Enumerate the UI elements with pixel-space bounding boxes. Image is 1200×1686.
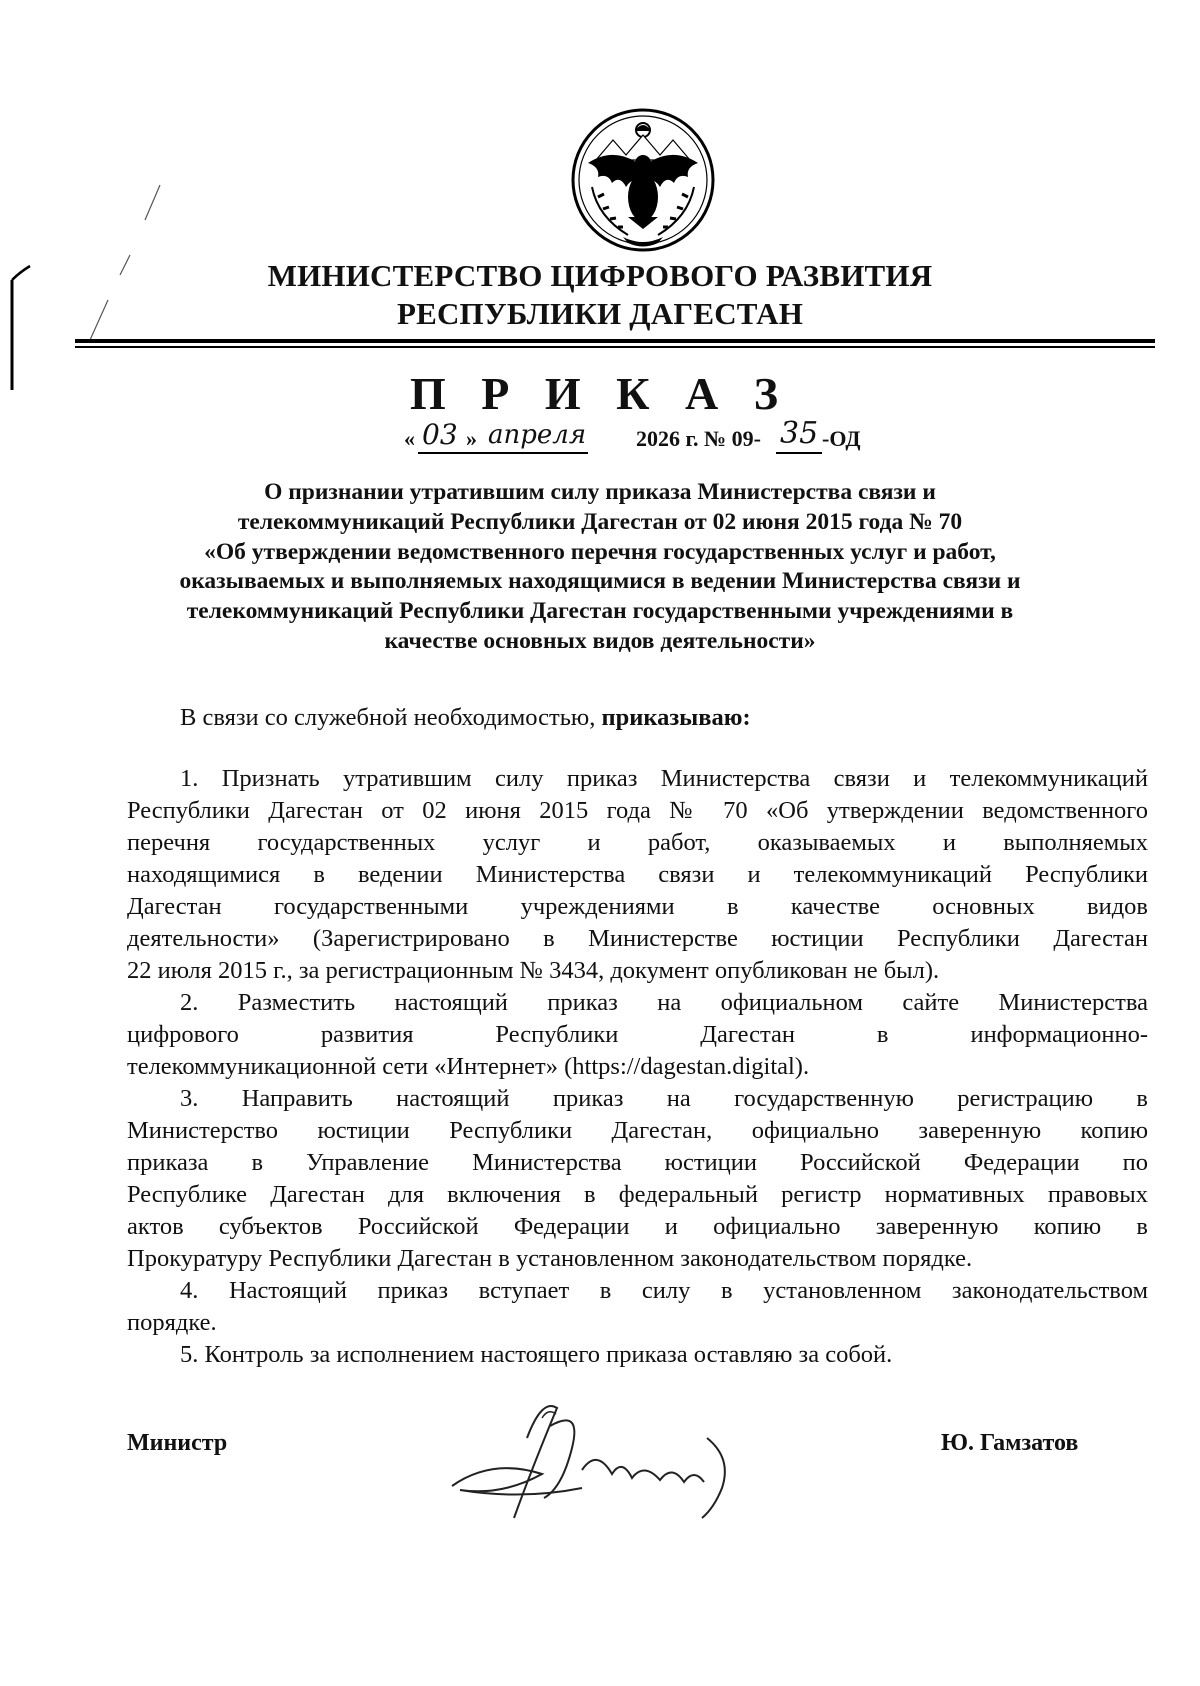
coat-of-arms-emblem xyxy=(568,105,718,255)
signatory-role: Министр xyxy=(127,1430,228,1456)
body-line: 5. Контроль за исполнением настоящего приказа оставляю за собой. xyxy=(180,1341,893,1368)
body-line: 22 июля 2015 г., за регистрационным № 3434, документ опубликован не был). xyxy=(127,957,940,984)
body-line: Республике Дагестан для включения в федеральный регистр нормативных правовых xyxy=(127,1181,1148,1208)
order-number-suffix: -ОД xyxy=(822,426,861,451)
order-date-number-line xyxy=(404,416,904,468)
body-line: 4. Настоящий приказ вступает в силу в установленном законодательством xyxy=(180,1277,1148,1304)
ministry-name-line-1: МИНИСТЕРСТВО ЦИФРОВОГО РАЗВИТИЯ xyxy=(267,258,933,293)
body-line: цифрового развития Республики Дагестан в информационно- xyxy=(127,1021,1148,1048)
subject-line: О признании утратившим силу приказа Министерства связи и xyxy=(264,479,936,505)
order-subject xyxy=(120,478,1080,657)
body-line: находящимися в ведении Министерства связи и телекоммуникаций Республики xyxy=(127,861,1148,888)
header-rule-thin xyxy=(75,346,1155,348)
subject-line: телекоммуникаций Республики Дагестан государственными учреждениями в xyxy=(186,598,1014,625)
order-year: 2026 г. xyxy=(636,426,699,451)
preamble-text: В связи со служебной необходимостью, xyxy=(180,704,602,731)
subject-line: оказываемых и выполняемых находящимися в ведении Министерства связи и xyxy=(179,568,1021,595)
body-line: Прокуратуру Республики Дагестан в установленном законодательством порядке. xyxy=(127,1245,973,1272)
header-rule-thick xyxy=(75,339,1155,343)
subject-line: телекоммуникаций Республики Дагестан от 02 июня 2015 года № 70 xyxy=(237,508,963,535)
preamble xyxy=(180,704,751,732)
handwritten-signature xyxy=(432,1378,762,1528)
ministry-name-line-2: РЕСПУБЛИКИ ДАГЕСТАН xyxy=(396,296,804,331)
body-line: Министерство юстиции Республики Дагестан, официально заверенную копию xyxy=(127,1117,1148,1144)
body-line: деятельности» (Зарегистрировано в Министерстве юстиции Республики Дагестан xyxy=(127,925,1148,952)
signatory-name: Ю. Гамзатов xyxy=(941,1430,1079,1456)
date-underline xyxy=(418,452,588,454)
body-line: актов субъектов Российской Федерации и официально заверенную копию в xyxy=(127,1213,1148,1240)
preamble-order-word: приказываю: xyxy=(601,704,751,731)
order-month-handwritten: апреля xyxy=(488,420,587,450)
body-line: 3. Направить настоящий приказ на государственную регистрацию в xyxy=(180,1085,1148,1112)
date-open-quote: « xyxy=(404,426,415,451)
body-line: 2. Разместить настоящий приказ на официальном сайте Министерства xyxy=(180,989,1148,1016)
body-line: перечня государственных услуг и работ, оказываемых и выполняемых xyxy=(127,829,1148,856)
body-line: приказа в Управление Министерства юстиции Российской Федерации по xyxy=(127,1149,1148,1176)
order-number-handwritten: 35 xyxy=(780,416,819,451)
order-number-prefix: № 09- xyxy=(704,426,761,451)
body-line: Республики Дагестан от 02 июня 2015 года № 70 «Об утверждении ведомственного xyxy=(127,797,1148,824)
order-day-handwritten: 03 xyxy=(422,418,458,451)
subject-line: «Об утверждении ведомственного перечня государственных услуг и работ, xyxy=(204,538,996,565)
body-line: 1. Признать утратившим силу приказ Министерства связи и телекоммуникаций xyxy=(180,765,1148,792)
body-line: телекоммуникационной сети «Интернет» (https://dagestan.digital). xyxy=(127,1053,810,1080)
subject-line: качестве основных видов деятельности» xyxy=(384,627,816,654)
number-underline xyxy=(776,452,822,454)
body-line: Дагестан государственными учреждениями в качестве основных видов xyxy=(127,893,1148,920)
order-title: П Р И К А З xyxy=(409,368,790,419)
date-close-quote: » xyxy=(466,426,477,451)
body-line: порядке. xyxy=(127,1309,217,1336)
